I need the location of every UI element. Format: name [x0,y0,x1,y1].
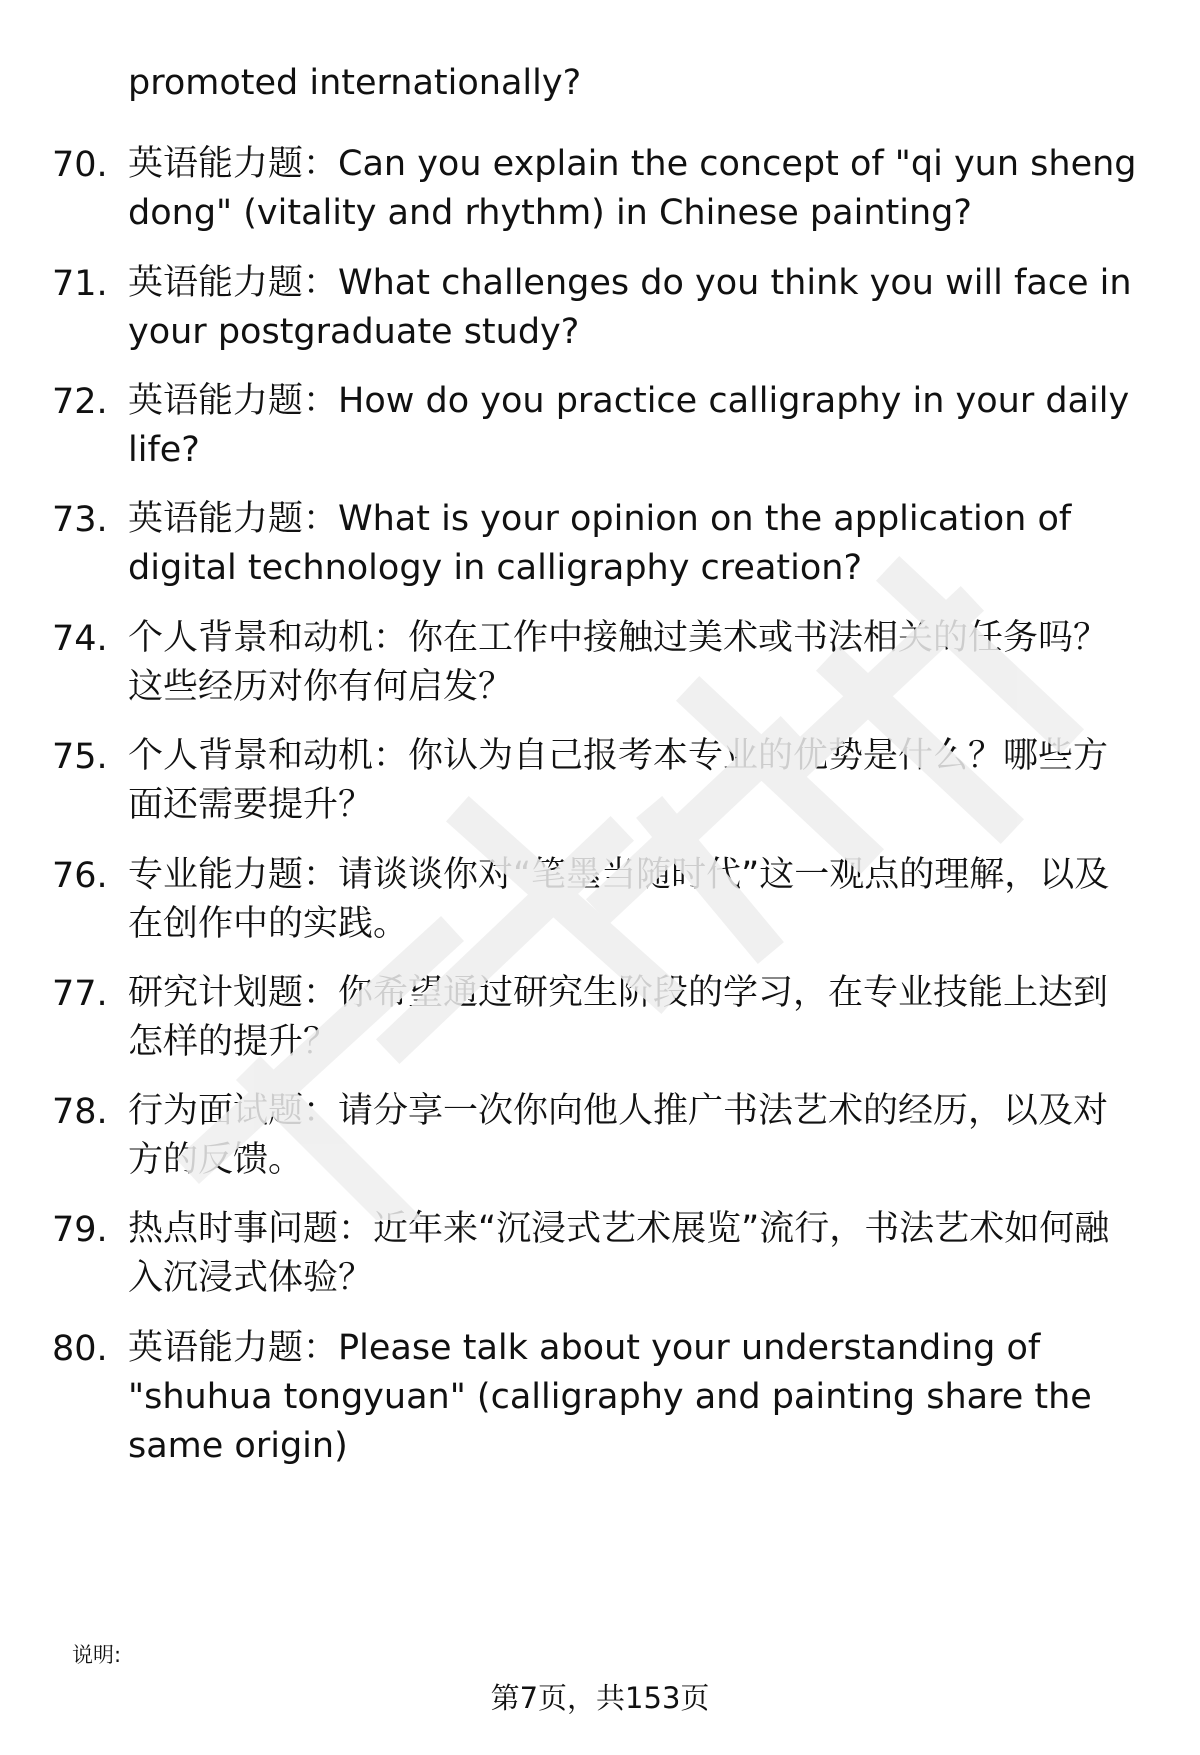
question-number: 77. [52,974,108,1014]
question-category: 行为面试题： [128,1091,339,1131]
question-body [128,495,1143,593]
note-label: 说明: [72,1643,122,1667]
continued-question-text: promoted internationally? [128,63,582,103]
question-text: Please talk about your understanding of "shuhua tongyuan" (calligraphy and painting share the same origin) [128,1328,1092,1466]
question-number: 74. [52,619,108,659]
question-text: Can you explain the concept of "qi yun sheng dong" (vitality and rhythm) in Chinese painting? [128,144,1137,233]
question-text: What is your opinion on the application of digital technology in calligraphy creation? [128,499,1072,588]
question-number: 71. [52,264,108,304]
question-category: 英语能力题： [128,1328,339,1368]
question-number: 76. [52,856,108,896]
question-body [128,732,1143,830]
question-number: 73. [52,500,108,540]
question-body [128,851,1143,949]
question-text: How do you practice calligraphy in your daily life? [128,381,1130,470]
question-body [128,1087,1143,1185]
question-text: What challenges do you think you will face in your postgraduate study? [128,263,1132,352]
question-category: 英语能力题： [128,263,339,303]
question-number: 80. [52,1329,108,1369]
question-text: 近年来“沉浸式艺术展览”流行，书法艺术如何融入沉浸式体验？ [128,1209,1110,1298]
question-number: 72. [52,382,108,422]
question-number: 79. [52,1210,108,1250]
question-category: 个人背景和动机： [128,618,409,658]
question-number: 70. [52,145,108,185]
question-category: 英语能力题： [128,499,339,539]
question-body [128,969,1143,1067]
question-body [128,1324,1143,1471]
question-number: 75. [52,737,108,777]
question-text: 请分享一次你向他人推广书法艺术的经历，以及对方的反馈。 [128,1091,1109,1180]
question-body [128,377,1143,475]
question-number: 78. [52,1092,108,1132]
question-category: 个人背景和动机： [128,736,409,776]
question-body [128,614,1143,712]
question-text: 你认为自己报考本专业的优势是什么？哪些方面还需要提升？ [128,736,1109,825]
question-category: 研究计划题： [128,973,339,1013]
question-body [128,1205,1143,1303]
question-category: 英语能力题： [128,381,339,421]
page-footer: 第7页，共153页 [490,1681,710,1715]
question-body [128,140,1143,238]
question-text: 你希望通过研究生阶段的学习，在专业技能上达到怎样的提升？ [128,973,1109,1062]
question-body [128,259,1143,357]
question-text: 你在工作中接触过美术或书法相关的任务吗？这些经历对你有何启发？ [128,618,1109,707]
question-text: 请谈谈你对“笔墨当随时代”这一观点的理解，以及在创作中的实践。 [128,855,1110,944]
question-category: 热点时事问题： [128,1209,374,1249]
question-category: 英语能力题： [128,144,339,184]
question-category: 专业能力题： [128,855,339,895]
